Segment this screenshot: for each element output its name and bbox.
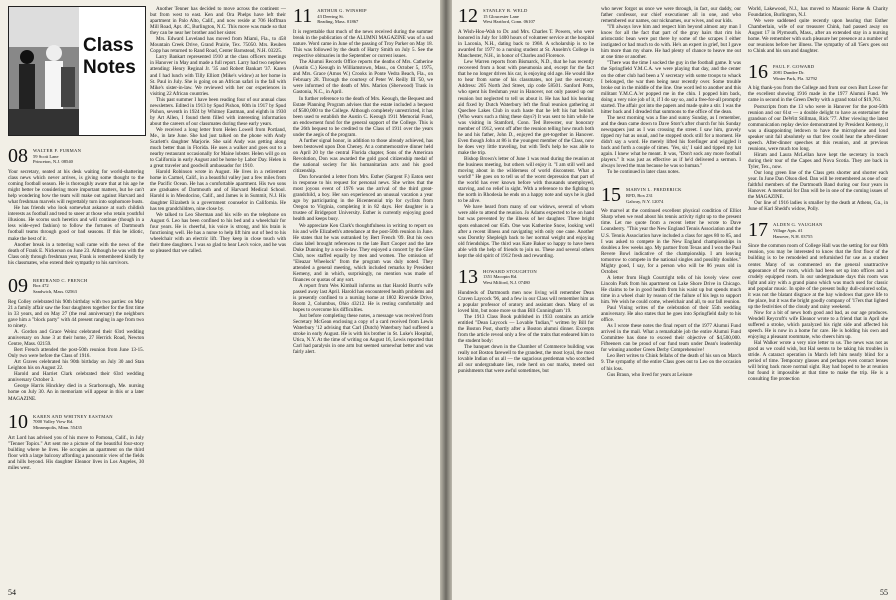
secretary-address: KAREN AND WHITNEY EASTMAN 7000 Valley View Rd. Minneapolis, Minn. 55435 xyxy=(33,413,113,430)
paragraph: Hal Walker wrote a very nice letter to us. The news was not as good as we could wish, but Hal seems to be taking his troubles in stride. A cataract operation in March left him nearly blind for a period of time. Temporary glasses and perhaps even contact lenses will bring back more normal sight. Ray had hoped to be at reunion but found it impossible at that time to make the trip. He is a consulting fire protection xyxy=(748,340,888,383)
paragraph: Paul Vining writes of the celebration of their 55th wedding anniversary. He also states that he goes into Springfield daily to his office. xyxy=(601,305,741,324)
column-1 xyxy=(8,140,144,580)
class-entry-1913 xyxy=(458,267,594,287)
paragraph: To be continued in later class notes. xyxy=(607,169,680,176)
paragraph: "I'll always love him and respect him beyond almost any man I know for all the fact that part of the gray hairs that rim his aristocratic bean were put there by some of the scrapes I either instigated or had much to do with. He's an expert in grief, but I gave him more than my share. He had plenty of chance to heave me out at one time or another. xyxy=(601,24,741,61)
spread-gutter xyxy=(440,0,452,600)
paragraph: As I wrote these notes the final report of the 1977 Alumni Fund arrived in the mail. What a remarkable job the entire Alumni Fund Committee has done to exceed their objective of $4,500,000. Fifteeners can be proud of our fund team under Dean's leadership for winning another Green Derby Comprehensive! xyxy=(601,323,741,354)
class-year-number: 12 xyxy=(458,6,478,27)
secretary-address: ARTHUR G. WINSHIP 43 Deering St. Reading, Mass. 01867 xyxy=(317,8,367,25)
paragraph: A Wish-Hoo-Wah to Dr. and Mrs. Charles T. Powers, who were honored in July for 1400 hours of volunteer service at the hospital in Laconia, N.H., dating back to 1968. A scholarship is to be awarded for 1977 to a nursing student at St. Anselm's College in Manchester, N.H., in honor of Charles and Florence. xyxy=(458,29,594,60)
paragraph: Leo Bert writes to Chink fellahs of the death of his son on March 9. The sympathy of the entire Class goes out to Leo on the occasion of his loss. xyxy=(601,353,741,372)
paragraph: who never forgot us once we were through, in fact, our daddy, our father confessor, our chief executioner all in one, and who remembered our names, our nicknames, our wives, and our kids. xyxy=(601,6,741,25)
paragraph: In further reference to the death of Mrs. Keough, the Bequest and Estate Planning Program advises that the estate included a bequest of $500,000 to the College. Although completely unrestricted, it has been used to establish the Austin C. Keough 1911 Memorial Fund, an endowment fund for the general support of the College. This is the 26th bequest to be credited to the Class of 1911 over the years under the aegis of the program. xyxy=(293,95,433,138)
paragraph: The 1913 Class Book published in 1933 contains an article entitled "Dean Laycock — Lovable 'Indian,'" written by Bill for the Boston Post, shortly after a Boston alumni dinner. Excerpts from the article reveal only a few of the traits that endeared him to the student body: xyxy=(458,313,594,345)
class-year-number: 10 xyxy=(8,410,28,433)
class-entry-1915 xyxy=(601,185,741,205)
title-line-1: Class xyxy=(83,35,134,56)
paragraph: Postscripts from the 13 who were in Hanover for the post-50th reunion and our 61st — a double delight to have as entertainer the grandson of our DeWitt Stillman, Rick '77. After viewing the latest communication replay device demonstrated by President Kemeny, it was a disappointing letdown to have the microphone and loud speaker unit fail absolutely so that few could hear the after-dinner speech. After-dinner speeches at this reunion, and at previous reunions, were much too long. xyxy=(748,103,888,152)
class-entry-1911 xyxy=(293,6,433,26)
secretary-address: MARVIN L. FREDERICK RFD, Box 231 Galway, N.Y. 12074 xyxy=(626,187,682,204)
paragraph: We talked to Leo Sherman and his wife on the telephone on August 6. Leo has been confined to his bed and a wheelchair for four years. He is cheerful, his voice is strong, and his brain is functioning well. He has a nurse to help lift him out of bed to his wheelchair with an electric lift. They keep in close touch with their three daughters. I was so glad to hear Leo's voice, and he was so pleased that we called. xyxy=(150,211,286,254)
secretary-address: BERTRAND C. FRENCH Box 472 Sandwich, Mass. 02563 xyxy=(33,277,88,294)
paragraph: Your secretary, seated at his desk waiting for world-shattering class news which never arrives, is giving some thought to the coming football season. He is thoroughly aware that at his age he might better be considering more important matters, but he can't help wondering how the team will make out against Harvard and what freshman marvels will regrettably turn into sophomore busts. xyxy=(8,169,144,206)
paragraph: Lew Warren reports from Bismarck, N.D., that he has recently recovered from a bout with pneumonia and, except for the fact that he no longer drives his car, is enjoying old age. He would like to hear from some of his classmates, not just the secretary. Address: 205 North 2nd Street, zip code 58501. Sanford Potts, who spent his freshman year in Hanover, not only passed up our reunion but neglected to tell us about it. He has had his hearing aid fixed by Dutch Waterbury left the final reunion gathering at Quechee Lakes Club in such haste that he left his hat behind. (Who wears such a thing these days?) It was sent to him while he was visiting in Stamford, Conn. Ted Brewster, our honorary member of 1912, went off after the reunion telling how much both he and his father, John D., enjoyed the get-together in Hanover. Even though John at 86 is the youngest member of the Class, now he does very little traveling, but with Ted's help he was able to make the trip. xyxy=(458,59,594,156)
paragraph: Bert French attended the post-50th reunion from June 13-15. Only two were before the Class of 1916. xyxy=(8,347,144,360)
paragraph: Gus Braun, who lived for years at Leisure xyxy=(607,371,693,378)
paragraph: Now for a bit of news both good and bad, as our age produces. Wendell Reycroft's wife Eleanor wrote to a friend that in April she suffered a stroke, which paralyzed his right side and affected his speech. He is now in a home for care. He is holding his own and enjoying a pleasant roommate, who cheers him up. xyxy=(748,309,888,341)
page-number-right: 55 xyxy=(880,588,888,597)
paragraph: Another break in a tottering wall came with the news of the death of Frank E. Nickerson on June 23. Although he was with the Class only through freshman year, Frank is remembered kindly by his classmates, who extend their sympathy to his survivors. xyxy=(8,241,144,266)
paragraph: Mrs. Edward Loveland has moved from Miami, Fla., to 458 Mountain Creek Drive, Grand Prairie, Tex. 75050. Mrs. Reuben Copp has returned to Rand Road, Center Barnstead, N.H. 03225. xyxy=(150,36,286,55)
paragraph: It is regrettable that much of the news received during the summer break in the publication of the ALUMNI MAGAZINE was of a sad nature. Word came in June of the passing of Troy Parker on May 18. This was followed by the death of Harry Smith on July 5. See the respective obituaries in the September or current issues. xyxy=(293,29,433,60)
class-notes-header xyxy=(8,6,146,136)
paragraph: Our long green line of the Class gets shorter and shorter each year. In June Dan Olson died. Dan will be remembered as one of our faithful members of the Dartmouth Band during our four years in Hanover. A memorial for Dan will be in one of the coming issues of the MAGAZINE. xyxy=(748,170,888,201)
paragraph: Since the common room of College Hall was the setting for our 60th reunion, you may be interested to know that the first floor of the building is to be remodeled and refurnished for use as a student center. Many of us commented on the general unattractive appearance of the room, which had been set up into offices and a crudely equipped room. In our undergraduate days this room was light and airy with a grand piano which was much used for classic and popular music. In spite of the present bulky dull-colored sofas, it was not the blatant disgrace at the bay windows that gave life to the place, but it was the bright goodly company of '17ers that lighted up the festivities of the cloudy and rainy weekend. xyxy=(748,243,888,310)
class-year-number: 09 xyxy=(8,274,28,297)
paragraph: We marvel at the continued excellent physical condition of Elliot Sharp when we read about his tennis activity right up to the present time. Let me quote from a recent letter he wrote to Dave Lounsberry. "This year the New England Tennis Association and the U.S. Tennis Association have included a class for ages 80 to 85, and I was asked to compete in the New England championships in doubles a few weeks ago. My partner from Texas and I won the Paul Revere Bowl indicative of the championship. I am leaving tomorrow to compete in the national singles and possibly doubles." Mighty good, I say, for a person who will be 86 years old in October. xyxy=(601,208,741,275)
class-entry-1909 xyxy=(8,276,144,296)
paragraph: Hiram and Laura McLellan have kept the secretary in touch during their tour of the Capes and Nova Scotia. They are back in Tyler, Tex., now. xyxy=(748,151,888,170)
paragraph: A. Gordon and Grace Weinz celebrated their 63rd wedding anniversary on June 3 at their home, 27 Herrick Road, Newton Centre, Mass. 02159. xyxy=(8,328,144,348)
paragraph: Art Lord has advised you of his move to Pomona, Calif., in July "Tenner Topics." Art sent me a picture of the beautiful four-story building where he lives. He occupies an apartment on the third floor with a large balcony affording a panoramic view of the fields and hills beyond. His daughter Eleanor lives in Los Angeles, 30 miles west. xyxy=(8,434,144,471)
paragraph: A letter from Hugh Courtright tells of his lovely view over Lincoln Park from his apartment on Lake Shore Drive in Chicago. He claims to be in good health from his waist up but spends much time in a wheel chair by reason of the failure of his legs to support him. We wish he could come, wheelchair and all, to our fall reunion. xyxy=(601,274,741,306)
class-year-number: 11 xyxy=(293,6,313,27)
class-entry-1910 xyxy=(8,412,144,432)
paragraph: World, Lakewood, N.J., has moved to Masonic Home & Charity Foundation, Burlington, N.J. xyxy=(748,6,888,19)
paragraph: A further signal honor, in addition to those already achieved, has been bestowed upon Don Cheney. At a commemorative dinner held on April 20 by the central Florida chapter, Sons of the American Revolution, Don was awarded the gold good citizenship medal of the national society for his humanitarian acts and his good citizenship. xyxy=(293,137,433,175)
paragraph: Another Tenner has decided to move across the continent — but from west to east. Ken and Ora Phelps have left their apartment in Palo Alto, Calif., and now reside at 706 Hoffman Mill Road, Apt. 4C, Burlington, N.C. This move was made so that they can be near her brother and her sister. xyxy=(150,6,286,37)
left-page xyxy=(0,0,440,600)
class-entry-1908 xyxy=(8,146,144,166)
paragraph: We have heard from many of our widows, several of whom were able to attend the reunion. Jo Adams expected to be on hand but was prevented by the illness of her daughter. Three bright spots enhanced our 65th. One was Katherine Snow, looking well after a recent illness and navigating with only one cane. Another was Dorothy Shepleigh back to her normal weight and enjoying old friendships. The third was Kate Baker so happy to have been able with the help of friends to join us. These and several others kept the old spirit of 1912 fresh and rewarding. xyxy=(458,204,594,259)
paragraph: Art Graves celebrated his 90th birthday on July 30 and Stan Leighton his on August 22. xyxy=(8,359,144,372)
paragraph: We appreciate Ken Clark's thoughtfulness in writing to report on his and wife Elizabeth's attendance at the post-50th reunion in June. He states that he was outranked by Bert French '09. But his own class label brought references to the late Burt Cooper and the late Duke Dunning by a son-in-law. They enjoyed a concert by the Glee Club, now staffed equally by men and women. The omission of "Eleazar Wheelock" from the program was duly noted. They attended a general meeting, which included remarks by President Kemeny, and in which, surprisingly, no mention was made of finances or quotas of any sort. xyxy=(293,222,433,283)
class-entry-1917 xyxy=(748,220,888,240)
paragraph: The Alumni Records Office reports the deaths of Mrs. Catherine (Austin C.) Keough in Williamstown, Mass., on October 5, 1975, and Mrs. Grace (Amos W.) Crooks in Ponte Vedra Beach, Fla., on February 28. Through the courtesy of Peter W. Reilly III '50, we were informed of the death of Mrs. Marion (Sherwood) Trask in Gastonia, N.C., in April. xyxy=(293,59,433,96)
column-4 xyxy=(458,6,594,586)
paragraph: We received a long letter from Helen Lowell from Portland, Me., in late June. She had just talked on the phone with Andy Scarlett's daughter Marjorie. She said Andy was getting along much better than in Florida. He uses a walker and goes out to a nearby restaurant occasionally for Maine lobster. Helen will go on to California in early August and be home by Labor Day. Helen is a great traveler and goodwill ambassador for 1910. xyxy=(150,126,286,170)
paragraph: The banquet down in the Chamber of Commerce building was really not Boston farewell to the grandest, the most loyal, the most lovable Indian of us all — the sagacious gentleman who scotched all our undergraduate lies, rode herd on our marks, meted out punishments that were awful sometimes, but xyxy=(458,344,594,375)
column-6 xyxy=(748,6,888,586)
paragraph: Bishop Brown's letter of June 1 was read during the reunion at the business meeting, but others will enjoy it. "I am still well and moving about in the wilderness of world discontent. What a world!" He goes on to tell us of the worst depression that part of the world has ever known before with thousands unemployed, starving, and no relief in sight. With a reference to the fighting to the north in Rhodesia he ends on a happy note and says he is glad to be alive. xyxy=(458,155,594,205)
paragraph: Don forwarded a letter from Mrs. Esther (Sargent F.) Eaton sent in response to his request for personal news. She writes that the most joyous event of 1976 was the arrival of the third great-grandchild, a boy. Her son experienced an unusual vacation a year ago by participating in the Bicentennial trip for cyclists from Oregon to Virginia, completing it in 82 days. Her daughter is a trustee of Bridgeport University. Esther is currently enjoying good health and keeps busy. xyxy=(293,174,433,223)
class-year-number: 13 xyxy=(458,265,478,288)
column-5 xyxy=(601,6,741,586)
secretary-address: WALTER F. FURMAN 59 Scott Lane Princeton, N.J. 08540 xyxy=(33,148,82,165)
column-2 xyxy=(150,6,286,586)
secretary-address: PAUL F. GOWARD 2081 Dundee Dr. Winter Park, Fla. 32792 xyxy=(773,64,818,81)
paragraph: Reg Colley celebrated his 90th birthday with two parties: on May 21 a family affair saw the four daughters together for the first time in 33 years, and on May 27 (the real anniversary) the neighbors gave him a "block party" with 44 present ranging in age from two to ninety. xyxy=(8,298,144,329)
paragraph: Our line of 1916 ladies is smaller by the death at Athens, Ga., in June of Karl Shedd's widow, Polly. xyxy=(748,200,888,213)
paragraph: We were saddened quite recently upon hearing that Esther Chamberlain, wife of our treasurer Chink, had passed away on August 17 in Plymouth, Mass., after an extended stay in a nursing home. We remember with such pleasure her presence at a number of our reunions before her illness. The sympathy of all 'l5ers goes out to Chink and his son and daughter. xyxy=(748,18,888,55)
paragraph: A report from Wes Kimball informs us that Harold Burtt's wife passed away last April. Harold has encountered health problems and is presently confined to a nursing home at 1802 Riverside Drive, Room 2, Columbus, Ohio 43212. He is resting comfortably and hopes to overcome his difficulties. xyxy=(293,282,433,314)
secretary-address: STANLEY B. WELD 15 Gloucester Lane West Hartford, Conn. 06107 xyxy=(483,8,536,25)
header-photo xyxy=(9,7,79,135)
class-year-number: 17 xyxy=(748,219,768,242)
paragraph: "There was the time I socked the guy in the football game. It was the Springfield Y.M.C.A. we were playing that day, and the center on the other club had been a Y secretary with some troops to whack I belonged, the war then being near recently over. Some trouble broke out in the middle of the line. One word led to another and this militant Y.M.C.A.'er popped me in the chin. I popped him back, doing a very nice job of it, if I do say so, and a free-for-all promptly started. The affair got into the papers and made quite a stir. I was the hitter back and I dreaded that summons to the office of the dean. xyxy=(601,60,741,115)
title-line-2: Notes xyxy=(83,57,136,78)
paragraph: This past summer I have been reading four of our annual class newsletters. Edited in 1913 by Spud Pishon, 60th in 1917 by Spud Pishon, seventh in 1924 by Whitney Eastman, and eighth in 1930 by Art Allen, I found them filled with interesting information about the careers of our classmates during these early years. xyxy=(150,96,286,127)
class-year-number: 16 xyxy=(748,61,768,84)
class-entry-1916 xyxy=(748,62,888,82)
right-page xyxy=(452,0,896,600)
paragraph: The next morning was a fine and sunny Sunday, as I remember, and the dean came down to Dave Storr's after church for his Sunday newspapers just as I was crossing the street. I saw him, gravely tipped my hat as usual, and he stopped stock still for a moment. He didn't say a word. He merely lifted his forefinger and wiggled it back and forth a couple of times. 'Yes, sir,' I said and tipped my hat again. I knew what he meant. It was, "Don't sock any more football players." It was just as effective as if he'd delivered a sermon. I always loved the man because he was so human." xyxy=(601,114,741,170)
paragraph: He has friends who look somewhat askance at such childish interests as football and tend to sneer at those who retain youthful illusions. He scorns such heretics and will continue (though in a less wide-eyed fashion) to follow the fortunes of Dartmouth football teams through good or bad seasons. If this be idiotic, make the best of it. xyxy=(8,205,144,242)
page-number-left: 54 xyxy=(8,588,16,597)
paragraph: A big thank-you from the College and from our own Burt Lowe for the excellent showing 1916 made in the 1977 Alumni Fund. We came in second in the Green Derby with a grand total of $19,761. xyxy=(748,85,888,104)
section-title xyxy=(83,35,136,79)
photo-figures-icon xyxy=(9,7,79,135)
paragraph: Just before completing these notes, a message was received from Secretary McGean enclosing a copy of a card received from Lewis Waterbury '12 advising that Carl (Dutch) Waterbury had suffered a stroke in early August. He is with his brother in St. Luke's Hospital, Utica, N.Y. At the time of writing on August 16, Lewis reported that Carl had paralysis in one arm but seemed somewhat better and was fairly alert. xyxy=(293,313,433,356)
paragraph: Hundreds of Dartmouth men now living will remember Dean Craven Laycock '96, and a few in our Class will remember him as a popular professor of oratory and assistant dean. Many of us loved him, but none more so than Bill Cunningham '19. xyxy=(458,289,594,314)
paragraph: George Harris Hinckley died in a Scarborough, Me. nursing home on July 30. An in memoriam will appear in this or a later MAGAZINE. xyxy=(8,383,144,402)
paragraph: Harold Robinson wrote in August. He lives in a retirement home in Carmel, Calif., in a beautiful valley just a few miles from the Pacific Ocean. He has a comfortable apartment. His two sons are graduates of Dartmouth and of Harvard Medical School. Harold is in Mendocino, Calif., and James is in Summit, N.J. His daughter Elizabeth is a government counselor in California. He has ten grandchildren, nine close by. xyxy=(150,169,286,212)
secretary-address: ALDEN G. VAUGHAN Village Apts. #1 Hanover, N.H. 03755 xyxy=(773,222,823,239)
class-entry-1912 xyxy=(458,6,594,26)
secretary-address: HOWARD STOUGHTON 1351 Macopin Rd. West Milford, N.J. 07480 xyxy=(483,268,538,285)
class-year-number: 15 xyxy=(601,184,621,207)
paragraph: Larry Bankart represented 1910 at the class officers meetings in Hanover in May and made a full report. Larry had two nephews attending: Henry Reginal Jr. '35 and Robert Bankart '37. Karen and I had lunch with Tilly Elliott (Mike's widow) at her home in St. Paul in July. She is going on an African safari in the fall with Mike's sister-in-law. We reviewed with her our experiences in visiting 22 African countries. xyxy=(150,54,286,97)
class-year-number: 08 xyxy=(8,145,28,167)
column-3 xyxy=(293,6,433,586)
paragraph: Harold and Harriet Clark celebrated their 63rd wedding anniversary October 3. xyxy=(8,371,144,384)
